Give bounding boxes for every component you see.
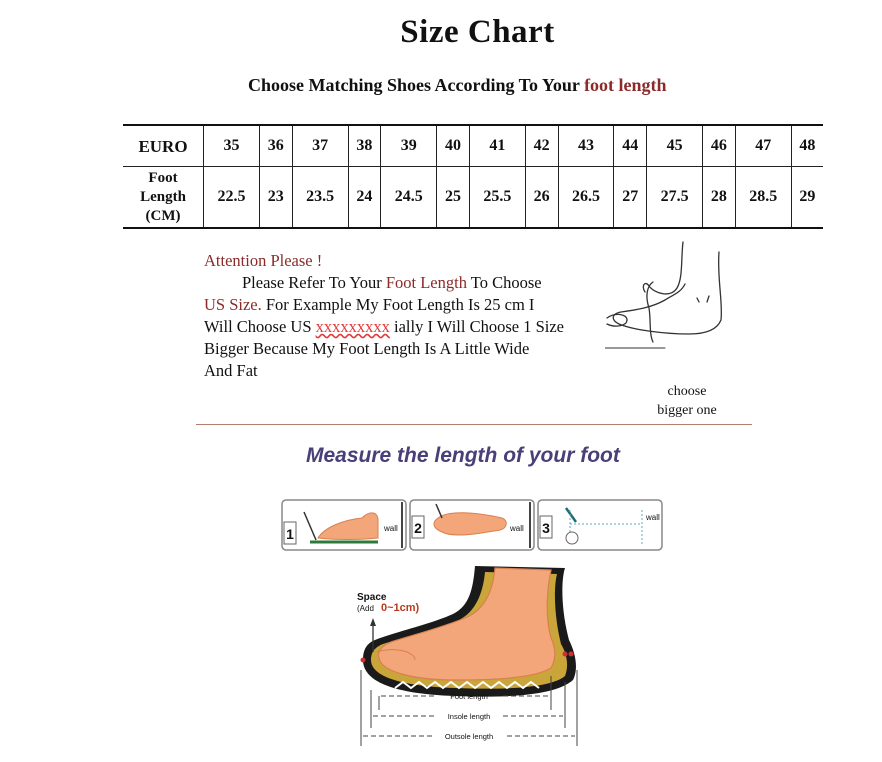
foot-length-value: 28.5 bbox=[735, 167, 791, 229]
euro-size: 39 bbox=[381, 125, 437, 167]
wall-label: wall bbox=[510, 524, 524, 533]
attention-line: And Fat bbox=[204, 361, 258, 380]
foot-length-value: 27.5 bbox=[647, 167, 703, 229]
choose-bigger-note bbox=[647, 382, 727, 420]
subtitle-text: Choose Matching Shoes According To Your bbox=[248, 75, 585, 95]
euro-size: 36 bbox=[259, 125, 292, 167]
foot-label-line: (CM) bbox=[145, 207, 181, 224]
attention-line: Bigger Because My Foot Length Is A Little Wide bbox=[204, 339, 530, 358]
space-label: Space bbox=[357, 592, 387, 603]
outsole-length-label: Outsole length bbox=[444, 732, 494, 741]
euro-size: 46 bbox=[703, 125, 736, 167]
section-divider bbox=[196, 424, 752, 425]
choose-bigger-line: bigger one bbox=[657, 403, 717, 418]
foot-length-value: 23.5 bbox=[292, 167, 348, 229]
euro-size: 44 bbox=[614, 125, 647, 167]
space-add-value: 0~1cm) bbox=[381, 602, 420, 614]
foot-sketch-icon bbox=[605, 238, 735, 358]
euro-size: 40 bbox=[437, 125, 470, 167]
foot-length-value: 26.5 bbox=[558, 167, 614, 229]
foot-length-value: 28 bbox=[703, 167, 736, 229]
insole-length-label: Insole length bbox=[447, 712, 491, 721]
foot-length-value: 29 bbox=[799, 188, 816, 205]
shoe-diagram bbox=[355, 560, 595, 750]
attention-note bbox=[204, 250, 614, 382]
attention-text: Will Choose US bbox=[204, 317, 316, 336]
euro-size: 45 bbox=[647, 125, 703, 167]
euro-size: 38 bbox=[348, 125, 381, 167]
foot-length-value: 25 bbox=[437, 167, 470, 229]
foot-length-value: 26 bbox=[525, 167, 558, 229]
euro-label: EURO bbox=[123, 125, 204, 167]
attention-line bbox=[204, 316, 614, 338]
step-number: 3 bbox=[542, 520, 550, 536]
foot-length-label bbox=[123, 167, 204, 229]
space-add-prefix: (Add bbox=[357, 604, 374, 613]
space-arrow-head bbox=[370, 618, 376, 626]
foot-label-line: Foot bbox=[148, 169, 178, 186]
euro-size: 43 bbox=[558, 125, 614, 167]
euro-size: 42 bbox=[525, 125, 558, 167]
attention-heading: Attention Please ! bbox=[204, 251, 323, 270]
step-2 bbox=[410, 500, 534, 550]
wall-label: wall bbox=[384, 524, 398, 533]
attention-text: To Choose bbox=[466, 273, 542, 292]
foot-length-value: 24.5 bbox=[381, 167, 437, 229]
foot-illustration bbox=[379, 568, 555, 680]
euro-size: 48 bbox=[791, 125, 823, 167]
subtitle-highlight: foot length bbox=[584, 75, 667, 95]
attention-highlight: Foot Length bbox=[385, 273, 467, 292]
page-title: Size Chart bbox=[400, 14, 555, 50]
foot-length-value: 25.5 bbox=[469, 167, 525, 229]
attention-text: For Example My Foot Length Is 25 cm I bbox=[261, 295, 535, 314]
measure-title: Measure the length of your foot bbox=[306, 444, 620, 467]
euro-size: 41 bbox=[469, 125, 525, 167]
step-frame bbox=[538, 500, 662, 550]
size-table bbox=[123, 124, 823, 229]
attention-line bbox=[204, 294, 614, 316]
step-3 bbox=[538, 500, 662, 550]
attention-line bbox=[204, 272, 614, 294]
foot-length-row bbox=[123, 167, 823, 229]
foot-length-label: Foot length bbox=[450, 692, 488, 701]
measure-point bbox=[569, 652, 574, 657]
attention-text: ially I Will Choose 1 Size bbox=[389, 317, 564, 336]
euro-size: 35 bbox=[204, 125, 260, 167]
attention-example-size: xxxxxxxxx bbox=[315, 317, 390, 336]
step-number: 2 bbox=[414, 520, 422, 536]
subtitle bbox=[248, 75, 667, 96]
measure-point bbox=[563, 652, 568, 657]
attention-highlight: US Size. bbox=[204, 295, 262, 314]
ruler-icon bbox=[566, 532, 578, 544]
euro-row bbox=[123, 125, 823, 167]
step-1 bbox=[282, 500, 406, 550]
step-number: 1 bbox=[286, 526, 294, 542]
measure-steps bbox=[280, 498, 670, 558]
foot-length-value: 24 bbox=[348, 167, 381, 229]
foot-length-value: 23 bbox=[259, 167, 292, 229]
euro-size: 47 bbox=[735, 125, 791, 167]
foot-label-line: Length bbox=[140, 188, 186, 205]
euro-size: 37 bbox=[292, 125, 348, 167]
foot-length-value: 27 bbox=[614, 167, 647, 229]
choose-bigger-line: choose bbox=[667, 384, 707, 399]
foot-length-value: 22.5 bbox=[204, 167, 260, 229]
shoe-illustration bbox=[361, 566, 576, 697]
measure-point bbox=[361, 658, 366, 663]
wall-label: wall bbox=[646, 513, 660, 522]
attention-text: Please Refer To Your bbox=[242, 273, 386, 292]
